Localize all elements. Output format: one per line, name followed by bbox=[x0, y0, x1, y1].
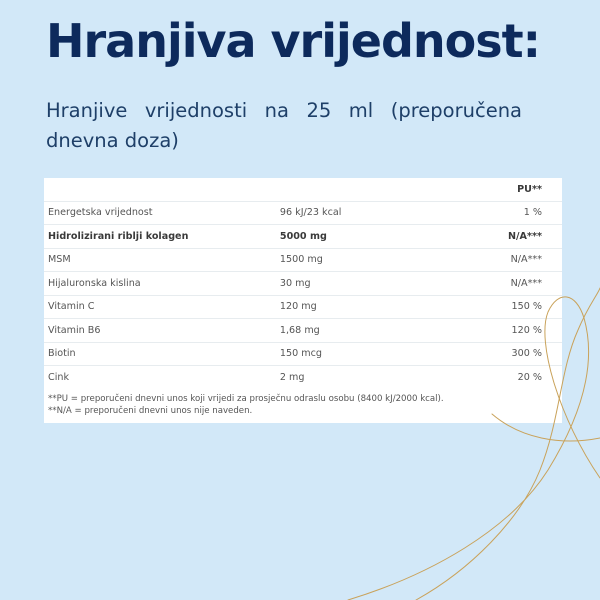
nutrition-table-card bbox=[44, 178, 562, 423]
nutrient-amount: 30 mg bbox=[272, 272, 427, 296]
footnotes bbox=[44, 389, 562, 417]
table-row bbox=[44, 272, 562, 296]
nutrient-name: Vitamin B6 bbox=[44, 319, 272, 343]
page-title: Hranjiva vrijednost: bbox=[46, 14, 540, 68]
nutrient-amount: 2 mg bbox=[272, 366, 427, 389]
nutrient-pu: 20 % bbox=[427, 366, 562, 389]
footnote-na: **N/A = preporučeni dnevni unos nije naveden. bbox=[48, 405, 253, 416]
nutrient-name: Hijaluronska kislina bbox=[44, 272, 272, 296]
nutrient-pu: N/A*** bbox=[427, 248, 562, 272]
nutrient-amount: 1,68 mg bbox=[272, 319, 427, 343]
nutrient-pu: 120 % bbox=[427, 319, 562, 343]
table-row bbox=[44, 248, 562, 272]
nutrient-pu: 1 % bbox=[427, 201, 562, 225]
table-header-row bbox=[44, 178, 562, 201]
nutrient-name: Cink bbox=[44, 366, 272, 389]
nutrient-name: Biotin bbox=[44, 342, 272, 366]
nutrient-amount: 96 kJ/23 kcal bbox=[272, 201, 427, 225]
nutrient-pu: N/A*** bbox=[427, 225, 562, 249]
table-row bbox=[44, 342, 562, 366]
nutrient-pu: 150 % bbox=[427, 295, 562, 319]
nutrient-amount: 5000 mg bbox=[272, 225, 427, 249]
nutrient-amount: 120 mg bbox=[272, 295, 427, 319]
nutrient-pu: 300 % bbox=[427, 342, 562, 366]
table-row bbox=[44, 295, 562, 319]
nutrient-name: Hidrolizirani riblji kolagen bbox=[44, 225, 272, 249]
nutrient-amount: 150 mcg bbox=[272, 342, 427, 366]
table-row bbox=[44, 366, 562, 389]
nutrient-name: Vitamin C bbox=[44, 295, 272, 319]
table-row bbox=[44, 201, 562, 225]
nutrition-table bbox=[44, 178, 562, 389]
nutrient-name: Energetska vrijednost bbox=[44, 201, 272, 225]
table-row bbox=[44, 225, 562, 249]
table-row bbox=[44, 319, 562, 343]
nutrient-amount: 1500 mg bbox=[272, 248, 427, 272]
pu-column-header: PU** bbox=[517, 183, 542, 195]
nutrient-pu: N/A*** bbox=[427, 272, 562, 296]
footnote-pu: **PU = preporučeni dnevni unos koji vrijedi za prosječnu odraslu osobu (8400 kJ/2000 kcal). bbox=[48, 393, 444, 404]
serving-subtitle: Hranjive vrijednosti na 25 ml (preporučena dnevna doza) bbox=[46, 99, 522, 152]
nutrient-name: MSM bbox=[44, 248, 272, 272]
